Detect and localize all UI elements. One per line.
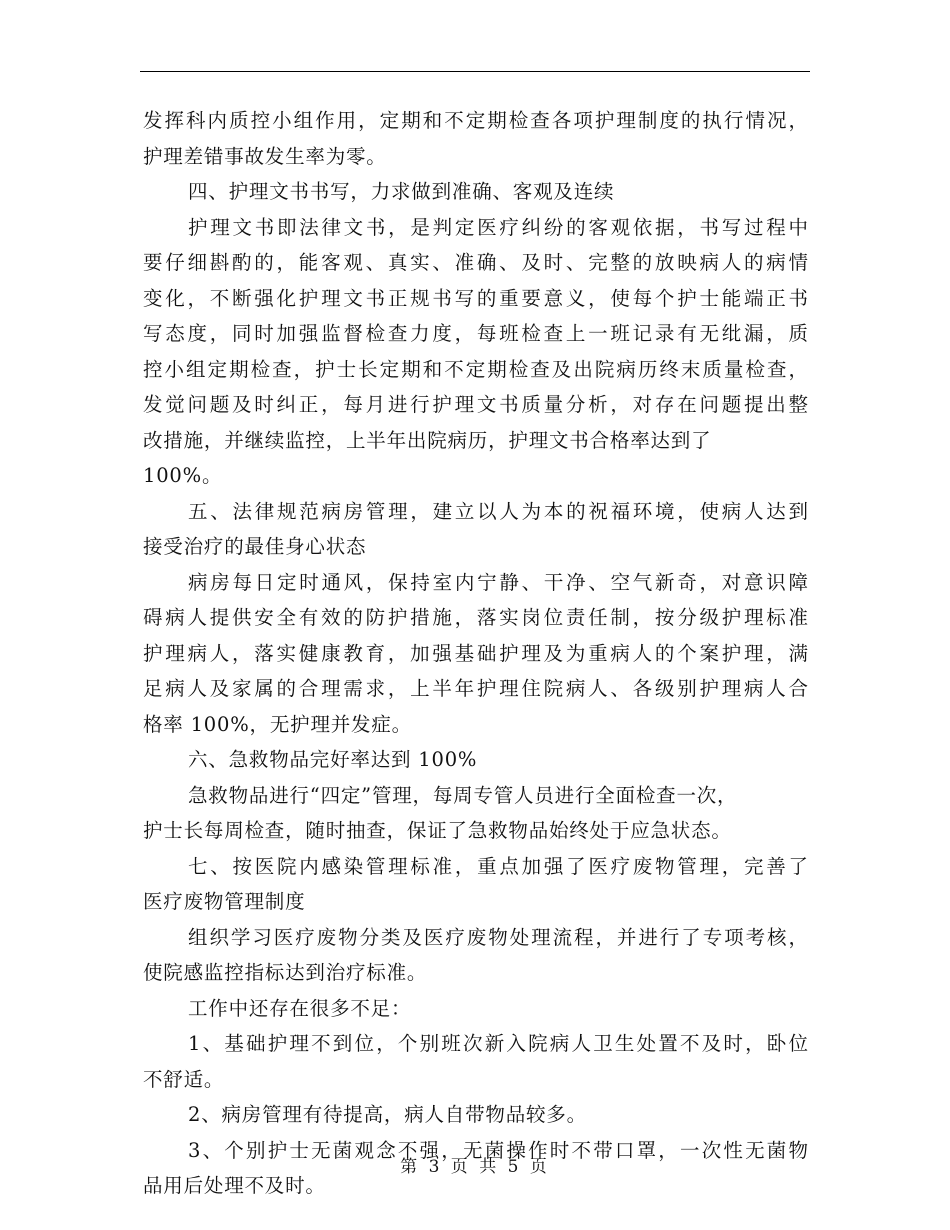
section-heading: 五、法律规范病房管理，建立以人为本的祝福环境，使病人达到 (188, 499, 808, 523)
text-line: 改措施，并继续监控，上半年出院病历，护理文书合格率达到了 (143, 428, 712, 452)
text-line: 使院感监控指标达到治疗标准。 (143, 961, 428, 984)
list-item: 3、个别护士无菌观念不强，无菌操作时不带口罩，一次性无菌物 (188, 1138, 808, 1162)
text-line: 控小组定期检查，护士长定期和不定期检查及出院病历终末质量检查， (143, 357, 808, 381)
list-item-cont: 不舒适。 (143, 1067, 225, 1091)
text-line: 病房每日定时通风，保持室内宁静、干净、空气新奇，对意识障 (188, 570, 808, 594)
section-heading: 七、按医院内感染管理标准，重点加强了医疗废物管理，完善了 (188, 854, 808, 878)
list-item: 1、基础护理不到位，个别班次新入院病人卫生处置不及时，卧位 (188, 1032, 808, 1055)
list-intro: 工作中还存在很多不足： (188, 996, 412, 1020)
text-line: 发觉问题及时纠正，每月进行护理文书质量分析，对存在问题提出整 (143, 393, 808, 416)
list-item: 2、病房管理有待提高，病人自带物品较多。 (188, 1103, 587, 1126)
section-heading-cont: 接受治疗的最佳身心状态 (143, 535, 367, 558)
text-line: 发挥科内质控小组作用，定期和不定期检查各项护理制度的执行情况， (143, 109, 808, 132)
text-line: 写态度，同时加强监督检查力度，每班检查上一班记录有无纰漏，质 (143, 322, 808, 345)
section-heading: 六、急救物品完好率达到 100% (188, 748, 478, 771)
text-line: 100%。 (143, 464, 223, 487)
text-line: 格率 100%，无护理并发症。 (143, 712, 412, 736)
text-line: 急救物品进行“四定”管理，每周专管人员进行全面检查一次， (188, 783, 738, 807)
list-item-cont: 品用后处理不及时。 (143, 1174, 326, 1197)
text-line: 护士长每周检查，随时抽查，保证了急救物品始终处于应急状态。 (143, 819, 732, 842)
text-line: 组织学习医疗废物分类及医疗废物处理流程，并进行了专项考核， (188, 925, 808, 949)
text-line: 护理病人，落实健康教育，加强基础护理及为重病人的个案护理，满 (143, 641, 808, 665)
section-heading-cont: 医疗废物管理制度 (143, 890, 306, 913)
header-rule (140, 71, 810, 72)
page-number: 第 3 页 共 5 页 (400, 1157, 550, 1177)
text-line: 要仔细斟酌的，能客观、真实、准确、及时、完整的放映病人的病情 (143, 251, 808, 274)
text-line: 变化，不断强化护理文书正规书写的重要意义，使每个护士能端正书 (143, 286, 808, 310)
text-line: 碍病人提供安全有效的防护措施，落实岗位责任制，按分级护理标准 (143, 606, 808, 629)
text-line: 护理差错事故发生率为零。 (143, 144, 387, 168)
text-line: 足病人及家属的合理需求，上半年护理住院病人、各级别护理病人合 (143, 677, 808, 700)
section-heading: 四、护理文书书写，力求做到准确、客观及连续 (188, 180, 615, 203)
text-line: 护理文书即法律文书，是判定医疗纠纷的客观依据，书写过程中 (188, 215, 808, 239)
document-body (143, 103, 808, 1204)
